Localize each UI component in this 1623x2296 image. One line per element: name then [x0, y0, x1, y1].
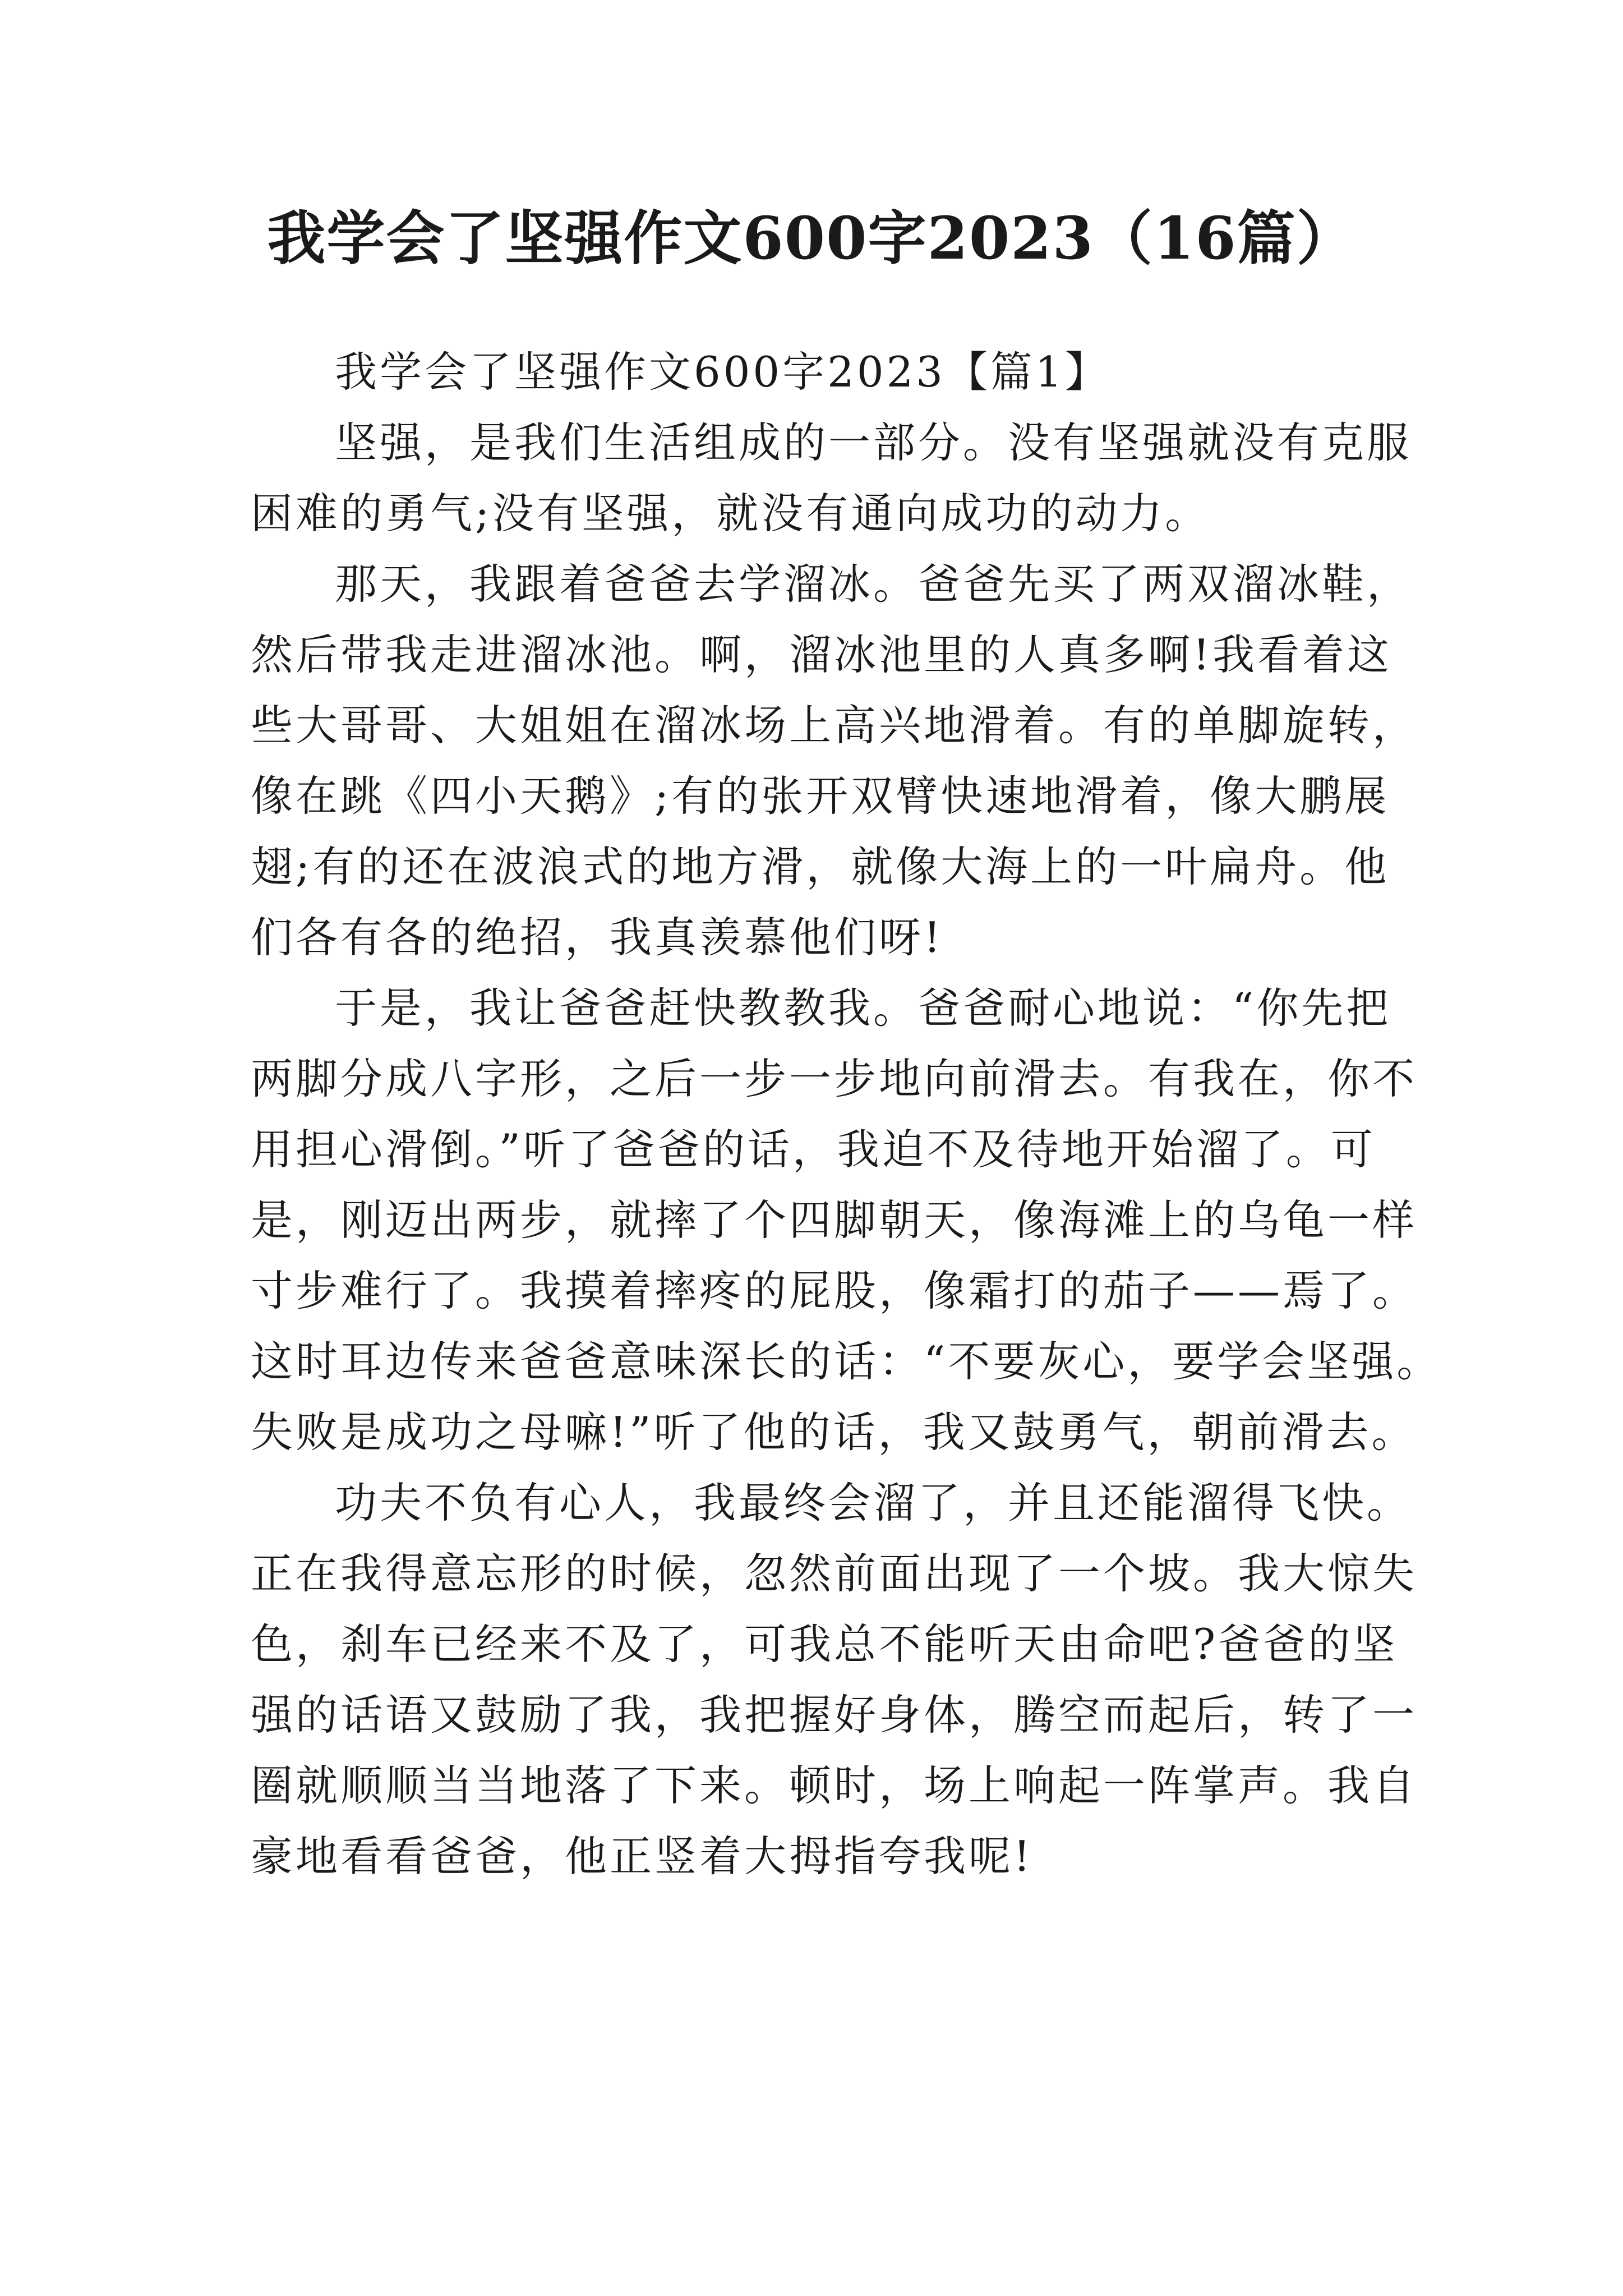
paragraph-line: 那天，我跟着爸爸去学溜冰。爸爸先买了两双溜冰鞋，: [335, 559, 1412, 609]
paragraph-line: 坚强，是我们生活组成的一部分。没有坚强就没有克服: [335, 418, 1412, 467]
document-title: 我学会了坚强作文600字2023（16篇）: [267, 204, 1356, 273]
paragraph-line: 正在我得意忘形的时候，忽然前面出现了一个坡。我大惊失: [251, 1549, 1418, 1598]
section-heading: 我学会了坚强作文600字2023【篇1】: [335, 347, 1110, 397]
paragraph-line: 是，刚迈出两步，就摔了个四脚朝天，像海滩上的乌龟一样: [251, 1195, 1418, 1245]
document-body: [251, 337, 1442, 1892]
paragraph-line: 于是，我让爸爸赶快教教我。爸爸耐心地说：“你先把: [335, 983, 1391, 1033]
paragraph-line: 些大哥哥、大姐姐在溜冰场上高兴地滑着。有的单脚旋转，: [251, 701, 1418, 750]
paragraph-1: [251, 407, 1428, 549]
paragraph-line: 失败是成功之母嘛!”听了他的话，我又鼓勇气，朝前滑去。: [251, 1407, 1417, 1457]
paragraph-line: 功夫不负有心人，我最终会溜了，并且还能溜得飞快。: [335, 1478, 1412, 1527]
paragraph-line: 寸步难行了。我摸着摔疼的屁股，像霜打的茄子——焉了。: [251, 1266, 1418, 1315]
paragraph-line: 用担心滑倒。”听了爸爸的话，我迫不及待地开始溜了。可: [251, 1125, 1376, 1174]
paragraph-line: 翅;有的还在波浪式的地方滑，就像大海上的一叶扁舟。他: [251, 842, 1390, 891]
paragraph-line: 强的话语又鼓励了我，我把握好身体，腾空而起后，转了一: [251, 1690, 1418, 1740]
paragraph-line: 们各有各的绝招，我真羡慕他们呀!: [251, 913, 944, 962]
paragraph-line: 这时耳边传来爸爸意味深长的话：“不要灰心，要学会坚强。: [251, 1337, 1442, 1386]
paragraph-line: 豪地看看爸爸，他正竖着大拇指夸我呢!: [251, 1832, 1034, 1881]
paragraph-line: 像在跳《四小天鹅》;有的张开双臂快速地滑着，像大鹏展: [251, 771, 1390, 821]
paragraph-line: 圈就顺顺当当地落了下来。顿时，场上响起一阵掌声。我自: [251, 1761, 1418, 1810]
paragraph-4: [251, 1467, 1428, 1892]
paragraph-line: 困难的勇气;没有坚强，就没有通向成功的动力。: [251, 489, 1210, 538]
paragraph-line: 然后带我走进溜冰池。啊，溜冰池里的人真多啊!我看着这: [251, 630, 1393, 679]
paragraph-line: 色，刹车已经来不及了，可我总不能听天由命吧?爸爸的坚: [251, 1619, 1398, 1669]
paragraph-2: [251, 549, 1428, 973]
paragraph-line: 两脚分成八字形，之后一步一步地向前滑去。有我在，你不: [251, 1054, 1418, 1103]
paragraph-3: [251, 973, 1442, 1467]
